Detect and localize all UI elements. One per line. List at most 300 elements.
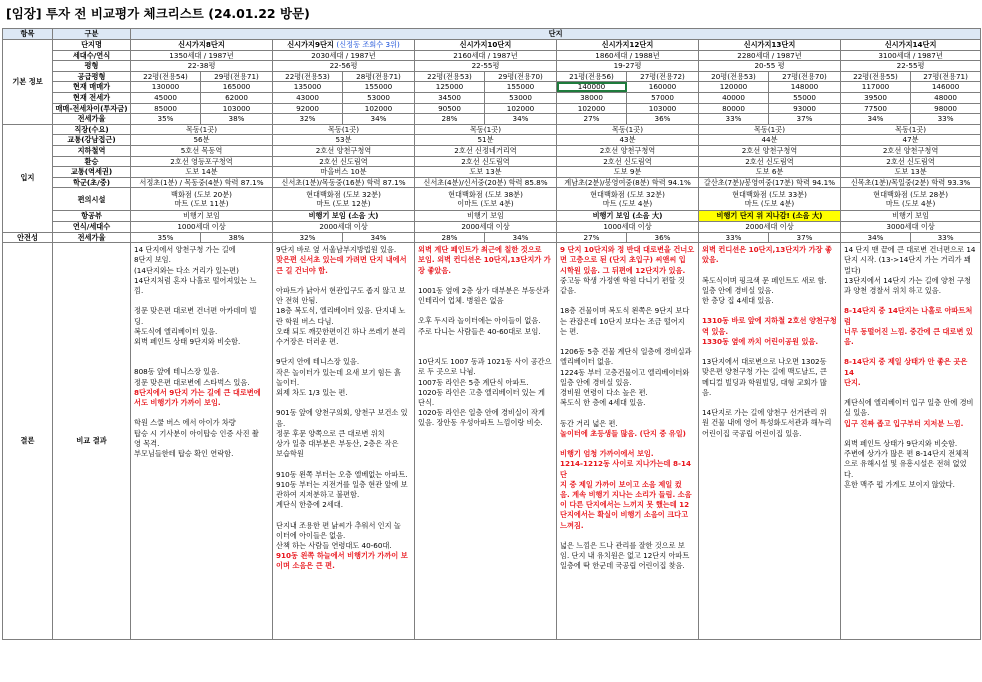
cell-households: 3100세대 / 1987년 xyxy=(841,50,981,61)
comment-line xyxy=(560,408,695,418)
cell-safety-ratio: 33% xyxy=(699,232,769,243)
comment-line: 원 건물 내에 영어 특성화도서관과 해누리 xyxy=(702,418,832,428)
label-compare: 비교 결과 xyxy=(53,243,131,640)
table-row xyxy=(3,29,981,40)
complex-name: 신시가지12단지 xyxy=(601,40,654,49)
comment-line: 음. xyxy=(844,336,854,346)
label-traffic: 교통(강남접근) xyxy=(53,135,131,146)
comment-line: 느껴짐. xyxy=(560,520,584,530)
comment-line: 비행기 엄청 가까이에서 보임. xyxy=(560,449,654,459)
label-transfer: 환승 xyxy=(53,156,131,167)
cell-school: 신서초(4분)/신서중(20분) 학력 85.8% xyxy=(415,177,557,188)
comment-line: 정문 후문 양쪽으로 큰 대로변 위치 xyxy=(276,428,385,438)
cell-subway: 2호선 신정네거리역 xyxy=(415,145,557,156)
comment-line: 란 학원 버스 다님. xyxy=(276,316,334,326)
complex-name: 신시가지9단지 xyxy=(287,40,334,49)
cell-job: 목동(1곳) xyxy=(841,124,981,135)
cell-traffic_time: 도보 13분 xyxy=(415,167,557,178)
comment-line xyxy=(276,347,411,357)
comment-line: 넓은 느낌은 드나 관리를 잘한 것으로 보 xyxy=(560,540,685,550)
comment-line: 주변에 상가가 많은 편 8-14단지 전체적 xyxy=(844,449,969,459)
cell-safety-ratio: 32% xyxy=(273,232,343,243)
label-name: 단지명 xyxy=(53,40,131,51)
comment-line: 멀다) xyxy=(844,265,861,275)
comment-line: 9 단지 10단지와 정 반대 대로변을 건너오 xyxy=(560,245,695,255)
cell-pyeong: 19-27평 xyxy=(557,61,699,72)
cell-supply: 29평(전용71) xyxy=(201,71,273,82)
comment-line: 메디컬 빌딩과 학원빌딩, 대형 교회가 많 xyxy=(702,377,827,387)
comment-line: 단식. xyxy=(418,398,435,408)
cell-jeonse: 40000 xyxy=(699,92,769,103)
comment-line xyxy=(560,337,695,347)
checklist-table xyxy=(2,28,981,640)
label-jeonse: 현재 전세가 xyxy=(53,92,131,103)
label-gap: 매매-전세차이(투자금) xyxy=(53,103,131,114)
comment-line: 흔한 맥주 펍 가게도 보이지 않았다. xyxy=(844,479,955,489)
comment-line: 한 층당 집 4세대 있음. xyxy=(702,296,774,306)
cell-supply: 21평(전용56) xyxy=(557,71,627,82)
cell-traffic: 51분 xyxy=(415,135,557,146)
comment-cell xyxy=(557,243,699,640)
cell-supply: 27평(전용71) xyxy=(911,71,981,82)
complex-name: 신시가지14단지 xyxy=(884,40,937,49)
cell-job: 목동(1곳) xyxy=(415,124,557,135)
cell-safety-ratio: 34% xyxy=(485,232,557,243)
amenity-line: 백화점 (도보 20분) xyxy=(171,189,232,199)
cell-school: 신서초(1분)/목동중(16분) 학력 87.1% xyxy=(273,177,415,188)
amenity-line: 이마트 (도보 4분) xyxy=(457,199,514,209)
cell-jeonse: 45000 xyxy=(131,92,201,103)
cell-subway: 2호선 양천구청역 xyxy=(557,145,699,156)
cell-subway: 2호선 양천구청역 xyxy=(841,145,981,156)
complex-name: 신시가지8단지 xyxy=(178,40,225,49)
comment-line: 14단지처럼 혼자 나홀로 떨어져있는 느 xyxy=(134,275,257,285)
cell-jeonse: 43000 xyxy=(273,92,343,103)
cell-supply: 22평(전용54) xyxy=(131,71,201,82)
comment-line: 1206동 5층 건물 계단식 일층에 경비실과 xyxy=(560,347,692,357)
cell-traffic_time: 도보 9분 xyxy=(557,167,699,178)
amenity-line: 현대백화점 (도보 32분) xyxy=(306,189,381,199)
comment-line xyxy=(702,306,837,316)
cell-ratio: 32% xyxy=(273,114,343,125)
cell-households: 2030세대 / 1987년 xyxy=(273,50,415,61)
cell-ratio: 37% xyxy=(769,114,841,125)
cell-jeonse: 39500 xyxy=(841,92,911,103)
cell-noise: 비행기 보임 xyxy=(131,211,273,222)
cell-year_hh: 2000세대 이상 xyxy=(699,221,841,232)
cell-noise: 비행기 보임 (소음 大) xyxy=(273,211,415,222)
cell-safety-ratio: 34% xyxy=(343,232,415,243)
comment-line: 8단지에서 9단지 가는 길에 큰 대로변에 xyxy=(134,387,261,397)
comment-line: 808동 앞에 테니스장 있음. xyxy=(134,367,220,377)
cell-price: 135000 xyxy=(273,82,343,93)
comment-line: 오후 두시라 놀이터에는 아이들이 없음. xyxy=(418,316,541,326)
comment-line: 13단지에서 대로변으로 나오면 1302동 xyxy=(702,357,827,367)
cell-supply: 28평(전용71) xyxy=(343,71,415,82)
cell-gap: 102000 xyxy=(343,103,415,114)
comment-line: 있음. 장안동 우성아파트 느낌이랑 비슷. xyxy=(418,418,543,428)
label-subway: 지하철역 xyxy=(53,145,131,156)
comment-line xyxy=(560,439,695,449)
amenity-line: 현대백화점 (도보 33분) xyxy=(732,189,807,199)
table-row xyxy=(3,221,981,232)
comment-line: 실 있음. xyxy=(844,408,870,418)
comment-line: 단지에서는 확실이 비행기 소음이 크다고 xyxy=(560,510,689,520)
comment-line: 단지 시작. (13->14단지 가는 거리가 꽤 xyxy=(844,255,971,265)
comment-line: 영 목격. xyxy=(134,438,160,448)
table-row xyxy=(3,145,981,156)
group-basic: 기본 정보 xyxy=(3,40,53,125)
cell-jeonse: 34500 xyxy=(415,92,485,103)
cell-pyeong: 20-55 평 xyxy=(699,61,841,72)
label-amenity: 편의시설 xyxy=(53,188,131,211)
cell-jeonse: 55000 xyxy=(769,92,841,103)
cell-job: 목동(1곳) xyxy=(131,124,273,135)
header-complex: 단지 xyxy=(131,29,981,40)
table-row xyxy=(3,124,981,135)
comment-line xyxy=(844,347,977,357)
cell-ratio: 28% xyxy=(415,114,485,125)
comment-line: 으로 유해시설 및 유흥시설은 전혀 없었 xyxy=(844,459,967,469)
comment-line: 임. 단지 내 유치원은 없고 12단지 아파트 xyxy=(560,551,690,561)
comment-line: 음. 계속 비행기 지나는 소리가 들림. 소음 xyxy=(560,489,692,499)
table-row xyxy=(3,82,981,93)
table-row xyxy=(3,211,981,222)
cell-jeonse: 48000 xyxy=(911,92,981,103)
comment-line: 과 양천 경찰서 위치 하고 있음. xyxy=(844,285,942,295)
table-row xyxy=(3,156,981,167)
table-row xyxy=(3,50,981,61)
comment-line: 상가 일층 대부분은 부동산, 2층은 작은 xyxy=(276,438,399,448)
cell-year_hh: 1000세대 이상 xyxy=(557,221,699,232)
cell-supply: 22평(전용53) xyxy=(415,71,485,82)
comment-line: 910동 왼쪽 부터는 오층 엘베없는 아파트. xyxy=(276,469,408,479)
comment-line: 8-14단지 중 제일 상태가 안 좋은 곳은 14 xyxy=(844,357,968,377)
comment-line xyxy=(702,347,837,357)
cell-transfer: 2호선 신도림역 xyxy=(415,156,557,167)
cell-ratio: 35% xyxy=(131,114,201,125)
cell-subway: 5호선 목동역 xyxy=(131,145,273,156)
cell-ratio: 33% xyxy=(911,114,981,125)
label-pyeong: 평형 xyxy=(53,61,131,72)
comment-line: 외벽 페인트 상태가 9단지와 비슷함. xyxy=(844,438,958,448)
cell-households: 1860세대 / 1988년 xyxy=(557,50,699,61)
cell-pyeong: 22-55평 xyxy=(415,61,557,72)
cell-price: 117000 xyxy=(841,82,911,93)
comment-line: 정문 맞은편 대로변 건너편 아카데미 빌 xyxy=(134,306,257,316)
table-row xyxy=(3,71,981,82)
cell-traffic: 56분 xyxy=(131,135,273,146)
cell-safety-ratio: 35% xyxy=(131,232,201,243)
label-year_hh: 연식/세대수 xyxy=(53,221,131,232)
cell-supply: 22평(전용53) xyxy=(273,71,343,82)
comment-line: 작은 놀이터가 있는데 요새 보기 힘든 흙 xyxy=(276,367,401,377)
table-row xyxy=(3,177,981,188)
table-row xyxy=(3,92,981,103)
cell-traffic_time: 도보 6분 xyxy=(699,167,841,178)
comment-line xyxy=(418,337,553,347)
comment-line: 다. xyxy=(844,469,854,479)
cell-supply: 22평(전용55) xyxy=(841,71,911,82)
comment-line: 관하여 지저분하고 불편함. xyxy=(276,489,360,499)
amenity-line: 마트 (도보 11분) xyxy=(174,199,229,209)
cell-year_hh: 2000세대 이상 xyxy=(273,221,415,232)
cell-price: 155000 xyxy=(485,82,557,93)
comment-line: 장 좋았음. xyxy=(418,265,452,275)
cell-price: 146000 xyxy=(911,82,981,93)
comment-line: 맞은편 양천구청 가는 길에 맥도날드, 큰 xyxy=(702,367,827,377)
cell-gap: 102000 xyxy=(485,103,557,114)
comment-line xyxy=(418,306,553,316)
header-category: 구분 xyxy=(53,29,131,40)
cell-gap: 93000 xyxy=(769,103,841,114)
comment-line: 14단지로 가는 길에 양천구 선거관리 위 xyxy=(702,408,827,418)
comment-line: 면 고층으로 된 (단지 초입구) 씨앤씨 입 xyxy=(560,255,686,265)
comment-line: 학원 스쿨 버스 에서 아이가 차량 xyxy=(134,418,236,428)
comment-line: 음. xyxy=(276,418,286,428)
cell-safety-ratio: 33% xyxy=(911,232,981,243)
comment-line xyxy=(418,276,553,286)
comment-line: 14 단지에서 양천구청 가는 길에 xyxy=(134,245,236,255)
comment-line: 큰 길 건너야 함. xyxy=(276,265,328,275)
cell-year_hh: 2000세대 이상 xyxy=(415,221,557,232)
comment-line: 음. xyxy=(702,387,712,397)
cell-name xyxy=(273,40,415,51)
cell-price: 148000 xyxy=(769,82,841,93)
cell-name xyxy=(131,40,273,51)
comment-line: 단지. xyxy=(844,377,861,387)
comment-line: 18층 복도식, 엘리베이터 있음. 단지내 노 xyxy=(276,306,406,316)
comment-line: 901동 앞에 양천구의회, 양천구 보건소 있 xyxy=(276,408,408,418)
cell-ratio: 34% xyxy=(485,114,557,125)
cell-school: 갈산초(7분)/봉영여중(17분) 학력 94.1% xyxy=(699,177,841,188)
comment-line: 복도식이며 핑크색 문 페인트도 새로 함. xyxy=(702,275,827,285)
cell-jeonse: 38000 xyxy=(557,92,627,103)
comment-line: 낌. xyxy=(134,285,144,295)
cell-school: 서정초(1분) / 목동중(4분) 학력 87.1% xyxy=(131,177,273,188)
cell-gap: 102000 xyxy=(557,103,627,114)
amenity-line: 현대백화점 (도보 28분) xyxy=(873,189,948,199)
cell-noise: 비행기 보임 xyxy=(841,211,981,222)
comment-line: 서도 비행기가 가까이 보임. xyxy=(134,398,221,408)
cell-pyeong: 22-38평 xyxy=(131,61,273,72)
table-row xyxy=(3,40,981,51)
cell-pyeong: 22-56평 xyxy=(273,61,415,72)
comment-line: 1330동 옆에 까치 어린이공원 있음. xyxy=(702,336,819,346)
cell-traffic: 44분 xyxy=(699,135,841,146)
cell-households: 1350세대 / 1987년 xyxy=(131,50,273,61)
comment-line: 놀이터에 초등생들 많음. (단지 중 유일) xyxy=(560,428,686,438)
cell-gap: 103000 xyxy=(627,103,699,114)
cell-transfer: 2호선 신도림역 xyxy=(699,156,841,167)
cell-job: 목동(1곳) xyxy=(557,124,699,135)
cell-jeonse: 57000 xyxy=(627,92,699,103)
group-conclusion: 결론 xyxy=(3,243,53,640)
comment-line: 1214-1212동 사이로 지나가는데 8-14단 xyxy=(560,459,691,479)
comment-line: 8-14단지 중 14단지는 나홀로 아파트처럼 xyxy=(844,306,973,326)
comment-line: 1007동 라인은 5층 계단식 아파트. xyxy=(418,377,529,387)
comment-line: 13단지에서 14단지 가는 길에 양천 구청 xyxy=(844,275,971,285)
table-row xyxy=(3,167,981,178)
comment-line: 단지내 조용한 편 낡씨가 추워서 인지 놀 xyxy=(276,520,401,530)
cell-jeonse: 62000 xyxy=(201,92,273,103)
cell-name xyxy=(841,40,981,51)
comment-line: 정문 맞은편 대로변에 스타벅스 있음. xyxy=(134,377,250,387)
cell-noise: 비행기 단지 위 지나감! (소음 大) xyxy=(699,211,841,222)
cell-gap: 98000 xyxy=(911,103,981,114)
comment-line: 외벽 계단 페인트가 최근에 칠한 것으로 xyxy=(418,245,542,255)
cell-price: 130000 xyxy=(131,82,201,93)
comment-line: 1001동 옆에 2층 상가 대부분은 부동산과 xyxy=(418,285,550,295)
cell-safety-ratio: 38% xyxy=(201,232,273,243)
cell-price: 125000 xyxy=(415,82,485,93)
comment-line: 오래 되도 깨끗한편이긴 하나 쓰레기 분리 xyxy=(276,326,406,336)
comment-line: 14 단지 맨 끝에 큰 대로변 건너편으로 14 xyxy=(844,245,976,255)
comment-line: 이 다른 단지에서는 느끼지 못 했는데 12 xyxy=(560,500,690,510)
comment-line: 동간 거리 넓은 편. xyxy=(560,418,618,428)
cell-price: 165000 xyxy=(201,82,273,93)
comment-line xyxy=(276,459,411,469)
group-safety: 안전성 xyxy=(3,232,53,243)
amenity-line: 마트 (도보 4분) xyxy=(744,199,795,209)
comment-line: 9단지 안에 테니스장 있음. xyxy=(276,357,360,367)
cell-safety-ratio: 36% xyxy=(627,232,699,243)
cell-households: 2280세대 / 1987년 xyxy=(699,50,841,61)
comment-line: 맞은편 신서초 있는데 가려면 단지 내에서 xyxy=(276,255,407,265)
table-row xyxy=(3,243,981,640)
comment-line: 엘리베이터 없음. xyxy=(560,357,614,367)
cell-ratio: 34% xyxy=(343,114,415,125)
cell-jeonse: 53000 xyxy=(485,92,557,103)
cell-year_hh: 1000세대 이상 xyxy=(131,221,273,232)
cell-traffic: 43분 xyxy=(557,135,699,146)
comment-line xyxy=(702,398,837,408)
comment-line: 10단지도 1007 동과 1021동 사이 공간으 xyxy=(418,357,552,367)
comment-cell xyxy=(841,243,981,640)
amenity-line: 현대백화점 (도보 32분) xyxy=(590,189,665,199)
cell-supply: 27평(전용72) xyxy=(627,71,699,82)
comment-line xyxy=(560,296,695,306)
comment-line: 일층에 딱 한군데 국공립 어린이집 찾음. xyxy=(560,561,685,571)
comment-line: 보임. 외벽 컨디션은 10단지,13단지가 가 xyxy=(418,255,551,265)
table-row xyxy=(3,188,981,211)
comment-line: 역 있음. xyxy=(702,326,729,336)
complex-note: (신정동 조회수 3위) xyxy=(336,40,400,49)
comment-line: 일층 안에 경비실 있음. xyxy=(702,285,774,295)
comment-line: 18층 건물이며 복도식 왼쪽은 9단지 보다 xyxy=(560,306,690,316)
cell-price: 140000 xyxy=(557,82,627,93)
label-households: 세대수/연식 xyxy=(53,50,131,61)
cell-school: 신목초(1분)/목일중(2분) 학력 93.3% xyxy=(841,177,981,188)
comment-line: 어린이집 국공립 어린이집 있음. xyxy=(702,428,802,438)
comment-line: 이터에 아이들은 없음. xyxy=(276,530,346,540)
comment-line: 탑승 시 기사분이 아이탑승 인증 사진 촬 xyxy=(134,428,259,438)
comment-line: 8단지 보임. xyxy=(134,255,171,265)
cell-gap: 92000 xyxy=(273,103,343,114)
group-location: 입지 xyxy=(3,124,53,232)
cell-amenity xyxy=(131,188,273,211)
cell-amenity xyxy=(699,188,841,211)
comment-line xyxy=(560,531,695,541)
comment-line xyxy=(134,357,269,367)
label-noise: 항공뷰 xyxy=(53,211,131,222)
comment-line: 수거장은 더러운 편. xyxy=(276,336,339,346)
cell-traffic_time: 마을버스 10분 xyxy=(273,167,415,178)
comment-line: 딩. xyxy=(134,316,144,326)
cell-gap: 90500 xyxy=(415,103,485,114)
cell-supply: 29평(전용70) xyxy=(485,71,557,82)
comment-line xyxy=(418,347,553,357)
comment-line: 910동 왼쪽 하늘에서 비행기가 가까이 보 xyxy=(276,551,408,561)
comment-line: 이며 소음은 큰 편. xyxy=(276,561,335,571)
comment-line xyxy=(844,296,977,306)
cell-supply: 27평(전용70) xyxy=(769,71,841,82)
comment-line: 같음. xyxy=(560,285,577,295)
comment-line: 산책 하는 사람들 연령대도 40-60대. xyxy=(276,540,392,550)
cell-job: 목동(1곳) xyxy=(273,124,415,135)
cell-safety-ratio: 34% xyxy=(841,232,911,243)
comment-line: 주로 다니는 사람들은 40-60대로 보임. xyxy=(418,326,541,336)
cell-ratio: 33% xyxy=(699,114,769,125)
cell-name xyxy=(557,40,699,51)
comment-line: 는 편. xyxy=(560,326,579,336)
comment-cell xyxy=(415,243,557,640)
cell-supply: 20평(전용53) xyxy=(699,71,769,82)
comment-line: 너무 동떨어진 느낌. 중간에 큰 대로변 있 xyxy=(844,326,973,336)
comment-line: 는 관잡은데 10단지 보다는 조금 떨어지 xyxy=(560,316,685,326)
comment-cell xyxy=(273,243,415,640)
cell-subway: 2호선 양천구청역 xyxy=(273,145,415,156)
cell-transfer: 2호선 신도림역 xyxy=(273,156,415,167)
cell-amenity xyxy=(841,188,981,211)
cell-school: 계남초(2분)/봉영여중(8분) 학력 94.1% xyxy=(557,177,699,188)
cell-safety-ratio: 28% xyxy=(415,232,485,243)
cell-households: 2160세대 / 1987년 xyxy=(415,50,557,61)
cell-amenity xyxy=(273,188,415,211)
cell-noise: 비행기 보임 (소음 大) xyxy=(557,211,699,222)
comment-line: 놀이터. xyxy=(276,377,300,387)
comment-line: 외벽 페인트 상태 9단지와 비슷함. xyxy=(134,336,241,346)
cell-subway: 2호선 양천구청역 xyxy=(699,145,841,156)
comment-line: 일층 안에 경비실 있음. xyxy=(560,377,632,387)
comment-line: 1020동 라인은 일층 안에 경비실이 작게 xyxy=(418,408,545,418)
comment-line: 아파트가 낡아서 현관입구도 좁지 않고 보 xyxy=(276,285,406,295)
cell-traffic: 53분 xyxy=(273,135,415,146)
comment-line: 계단식 한층에 2세대. xyxy=(276,500,343,510)
cell-pyeong: 22-55평 xyxy=(841,61,981,72)
cell-safety-ratio: 27% xyxy=(557,232,627,243)
comment-line: 경비원 연령이 다소 높은 편. xyxy=(560,387,648,397)
table-row xyxy=(3,103,981,114)
cell-price: 155000 xyxy=(343,82,415,93)
cell-transfer: 2호선 신도림역 xyxy=(841,156,981,167)
comment-line: (14단지와는 다소 거리가 있는편) xyxy=(134,265,239,275)
cell-gap: 103000 xyxy=(201,103,273,114)
cell-price: 160000 xyxy=(627,82,699,93)
comment-line: 9단지 바로 옆 서울남부지방법원 있음. xyxy=(276,245,397,255)
cell-year_hh: 3000세대 이상 xyxy=(841,221,981,232)
label-ratio: 전세가율 xyxy=(53,114,131,125)
comment-cell xyxy=(699,243,841,640)
comment-line: 1310동 바로 앞에 지하철 2호선 양천구청 xyxy=(702,316,837,326)
comment-line: 았음. xyxy=(702,255,719,265)
label-supply: 공급평형 xyxy=(53,71,131,82)
comment-line: 910동 부터는 지전거를 일층 현관 앞에 보 xyxy=(276,479,408,489)
comment-line: 안 전혀 안됨. xyxy=(276,296,318,306)
label-traffic_time: 교통(역세권) xyxy=(53,167,131,178)
comment-line xyxy=(134,347,269,357)
table-row xyxy=(3,61,981,72)
